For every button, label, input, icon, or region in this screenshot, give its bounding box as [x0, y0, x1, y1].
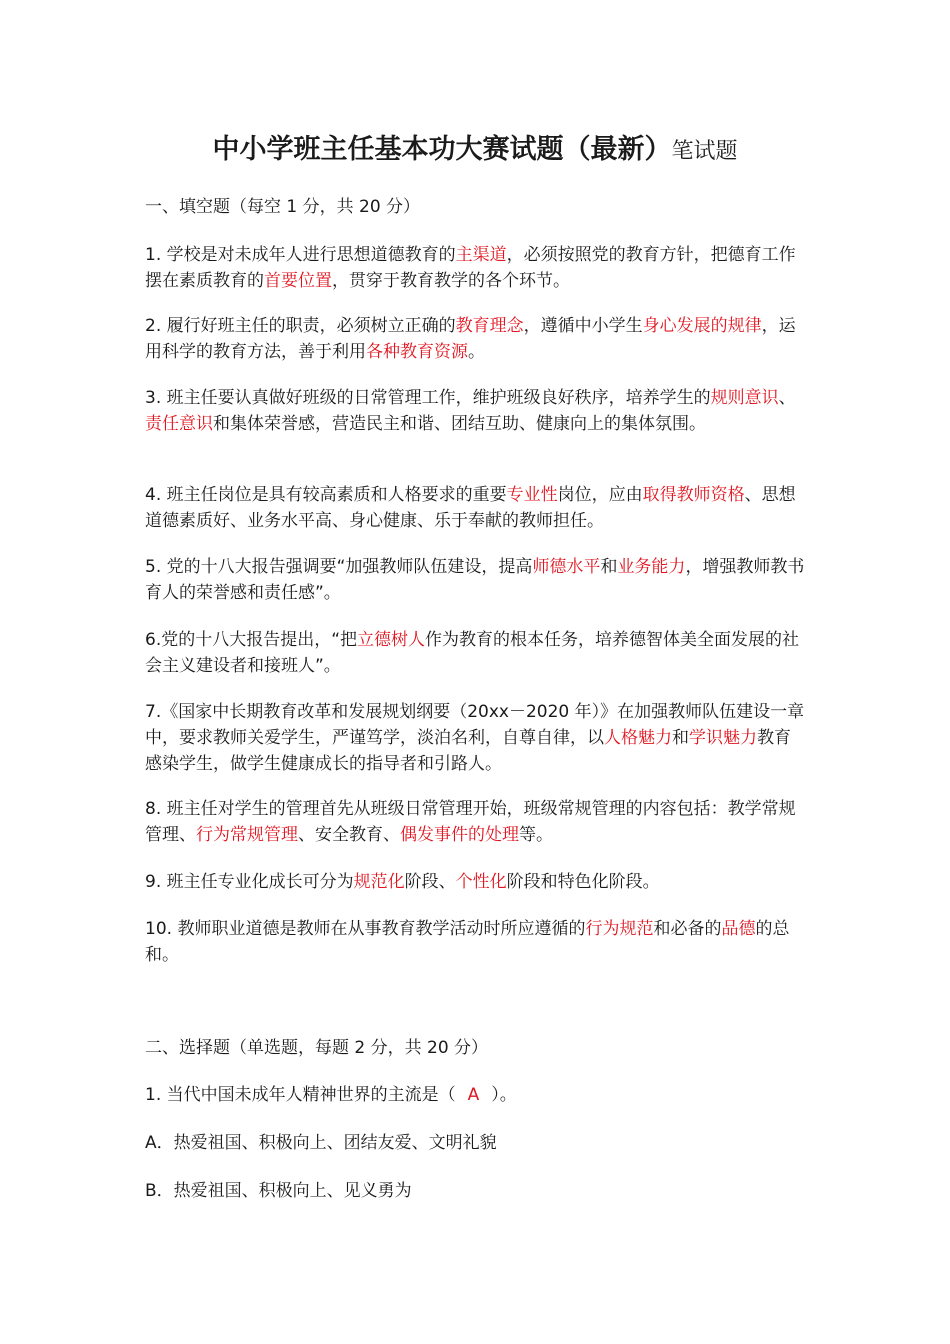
question-text: ，贯穿于教育教学的各个环节。	[332, 271, 570, 291]
question-text: 作为教育的根本任务，培养德智体美全面发展的社会主义建设者和接班人”。	[145, 630, 800, 676]
answer-text: 品德	[721, 919, 756, 939]
question-text: 的总和。	[145, 919, 790, 965]
fill-item-1	[145, 242, 805, 294]
title-sub: 笔试题	[671, 139, 738, 164]
question-text: 、思想道德素质好、业务水平高、身心健康、乐于奉献的教师担任。	[145, 485, 796, 531]
answer-text: 主渠道	[455, 245, 507, 265]
question-1-end: ）。	[491, 1085, 517, 1105]
answer-text: 个性化	[455, 872, 507, 892]
question-text: 、安全教育、	[298, 825, 400, 845]
question-text: ，增强教师教书育人的荣誉感和责任感”。	[145, 557, 805, 603]
question-1-text: 1. 当代中国未成年人精神世界的主流是（	[145, 1085, 456, 1105]
answer-text: 各种教育资源	[366, 342, 468, 362]
answer-text: 教育理念	[455, 316, 524, 336]
question-text: 6.党的十八大报告提出，“把	[145, 630, 358, 650]
fill-item-4	[145, 482, 805, 534]
question-text: 阶段、	[404, 872, 456, 892]
question-text: 和必备的	[653, 919, 722, 939]
question-text: 5. 党的十八大报告强调要“加强教师队伍建设，提高	[145, 557, 533, 577]
fill-item-2	[145, 313, 805, 365]
fill-item-6	[145, 627, 805, 679]
question-text: 9. 班主任专业化成长可分为	[145, 872, 354, 892]
section1-heading: 一、填空题（每空 1 分，共 20 分）	[145, 197, 421, 217]
fill-item-8	[145, 796, 805, 848]
question-text: 和	[600, 557, 618, 577]
answer-text: 专业性	[506, 485, 558, 505]
question-text: 阶段和特色化阶段。	[506, 872, 660, 892]
fill-item-9	[145, 869, 805, 895]
option-a: A．热爱祖国、积极向上、团结友爱、文明礼貌	[145, 1133, 497, 1153]
fill-item-3	[145, 385, 805, 437]
question-text: 和	[672, 728, 689, 748]
title-main: 中小学班主任基本功大赛试题（最新）	[212, 134, 672, 165]
option-b: B．热爱祖国、积极向上、见义勇为	[145, 1181, 412, 1201]
question-text: ，遵循中小学生	[523, 316, 643, 336]
section2-heading: 二、选择题（单选题，每题 2 分，共 20 分）	[145, 1038, 489, 1058]
fill-item-10	[145, 916, 805, 968]
question-text: 10. 教师职业道德是教师在从事教育教学活动时所应遵循的	[145, 919, 586, 939]
question-text: 和集体荣誉感，营造民主和谐、团结互助、健康向上的集体氛围。	[213, 414, 706, 434]
answer-text: 行为常规管理	[196, 825, 298, 845]
answer-text: 规则意识	[710, 388, 779, 408]
answer-text: 师德水平	[532, 557, 601, 577]
answer-text: 首要位置	[264, 271, 332, 291]
answer-text: 取得教师资格	[642, 485, 745, 505]
choice-question-1	[145, 1082, 805, 1108]
question-text: 、	[778, 388, 796, 408]
question-text: ，必须按照党的教育方针，把德育工作摆在素质教育的	[145, 245, 796, 291]
answer-text: 人格魅力	[604, 728, 672, 748]
answer-text: 立德树人	[357, 630, 426, 650]
question-1-answer: A	[467, 1085, 480, 1105]
fill-item-5	[145, 554, 805, 606]
question-text: 等。	[519, 825, 553, 845]
fill-item-7	[145, 699, 805, 777]
answer-text: 业务能力	[617, 557, 686, 577]
answer-text: 规范化	[353, 872, 405, 892]
question-text: 1. 学校是对未成年人进行思想道德教育的	[145, 245, 456, 265]
question-text: 3. 班主任要认真做好班级的日常管理工作，维护班级良好秩序，培养学生的	[145, 388, 711, 408]
question-text: 8. 班主任对学生的管理首先从班级日常管理开始，班级常规管理的内容包括：教学常规管理、	[145, 799, 796, 845]
question-text: 教育感染学生，做学生健康成长的指导者和引路人。	[145, 728, 791, 774]
question-text: 。	[468, 342, 485, 362]
question-text: ，运用科学的教育方法，善于利用	[145, 316, 796, 362]
question-text: 4. 班主任岗位是具有较高素质和人格要求的重要	[145, 485, 507, 505]
answer-text: 行为规范	[585, 919, 654, 939]
question-text: 岗位，应由	[557, 485, 643, 505]
question-text: 2. 履行好班主任的职责，必须树立正确的	[145, 316, 456, 336]
answer-text: 学识魅力	[689, 728, 757, 748]
document-title	[0, 130, 950, 172]
answer-text: 偶发事件的处理	[400, 825, 519, 845]
answer-text: 身心发展的规律	[642, 316, 762, 336]
answer-text: 责任意识	[145, 414, 213, 434]
question-text: 7.《国家中长期教育改革和发展规划纲要（20xx－2020 年）》在加强教师队伍建设一章中，要求教师关爱学生，严谨笃学，淡泊名利，自尊自律，以	[145, 702, 805, 748]
